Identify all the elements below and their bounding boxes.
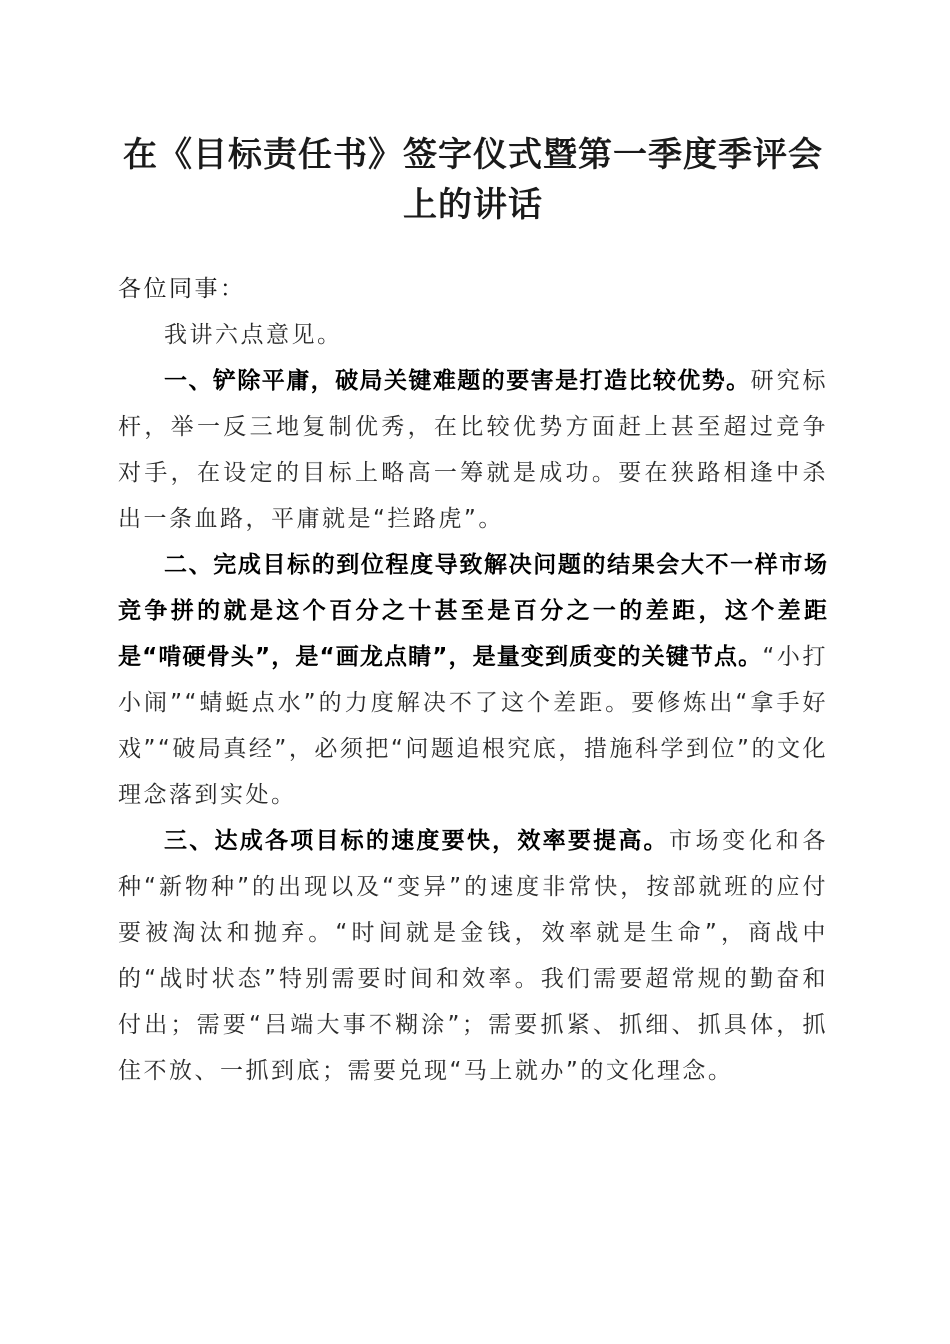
title-line-1: 在《目标责任书》签字仪式暨第一季度季评会 [123, 135, 823, 175]
paragraph-intro [118, 312, 828, 358]
salutation: 各位同事： [118, 276, 246, 302]
paragraph-point-3 [118, 818, 828, 1094]
paragraph-text: 市场变化和各种“新物种”的出现以及“变异”的速度非常快，按部就班的应付要被淘汰和抛弃。“时间就是金钱，效率就是生命”，商战中的“战时状态”特别需要时间和效率。我们需要超常规的勤奋和付出；需要“吕端大事不糊涂”；需要抓紧、抓细、抓具体，抓住不放、一抓到底；需要兑现“马上就办”的文化理念。 [118, 828, 829, 1084]
paragraph-text: 研究标杆，举一反三地复制优秀，在比较优势方面赶上甚至超过竞争对手，在设定的目标上略高一筹就是成功。要在狭路相逢中杀出一条血路，平庸就是“拦路虎”。 [118, 368, 829, 532]
paragraph-lead: 一、铲除平庸，破局关键难题的要害是打造比较优势。 [164, 368, 751, 394]
paragraph-text: “小打小闹”“蜻蜓点水”的力度解决不了这个差距。要修炼出“拿手好戏”“破局真经”，必须把“问题追根究底，措施科学到位”的文化理念落到实处。 [118, 644, 829, 808]
document-page [118, 130, 828, 1094]
title-line-2: 上的讲话 [403, 185, 543, 225]
document-title [118, 130, 828, 230]
paragraph-lead: 三、达成各项目标的速度要快，效率要提高。 [164, 828, 669, 854]
paragraph-point-2 [118, 542, 828, 818]
paragraph-lead: 二、完成目标的到位程度导致解决问题的结果会大不一样市场竞争拼的就是这个百分之十甚至是百分之一的差距，这个差距是“啃硬骨头”，是“画龙点睛”，是量变到质变的关键节点。 [118, 552, 828, 670]
paragraph-point-1 [118, 358, 828, 542]
paragraph-text: 我讲六点意见。 [164, 322, 343, 348]
